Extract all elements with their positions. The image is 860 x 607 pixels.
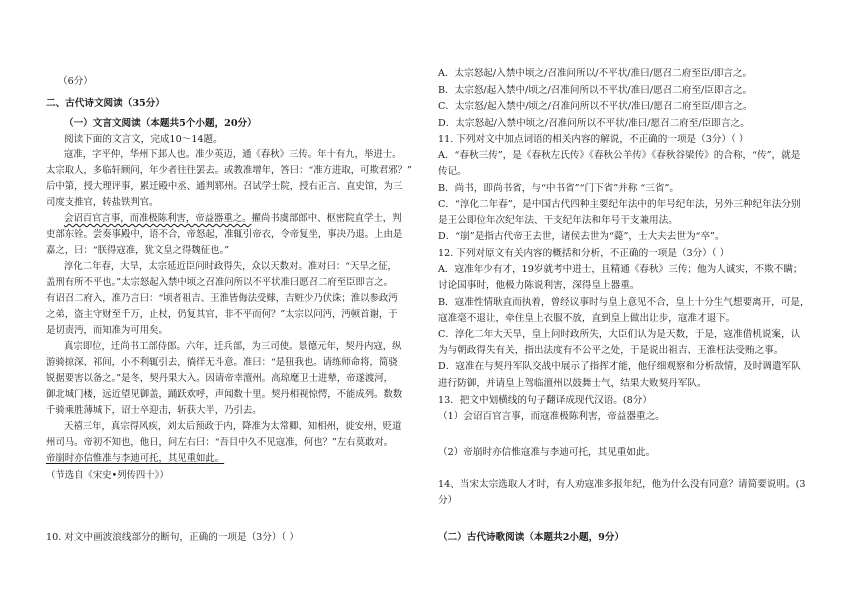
question-11: 11. 下列对文中加点词语的相关内容的解说，不正确的一项是（3分）（ ） [438,134,749,145]
section-heading: 二、古代诗文阅读（35分） [46,98,165,109]
subsection-heading-poetry: （二）古代诗歌阅读（本题共2小题，9分） [438,532,625,543]
score-line: （6分） [58,76,93,87]
q12-option-d-cont: 进行防御，并请皇上驾临澶州以鼓舞士气，结果大败契丹军队。 [438,378,707,389]
q12-option-b: B．寇准性情耿直而执着，曾经议事时与皇上意见不合，皇上十分生气想要离开，可是， [438,297,810,308]
question-10: 10. 对文中画波浪线部分的断句，正确的一项是（3分）（ ） [46,532,299,543]
question-13: 13．把文中划横线的句子翻译成现代汉语。(8分） [438,395,652,406]
question-14: 14、当宋太宗选取人才时，有人劝寇准多报年纪，他为什么没有同意？请简要说明。(3 [438,479,806,490]
passage-line: 盖刑有所不平也。”太宗怒起入禁中顷之召准问所以不平状准曰愿召二府至臣即言之。 [46,277,393,288]
passage-line: 州司马。帝初不知也，他日，问左右曰：“吾目中久不见寇准，何也？”左右莫敢对。 [46,437,394,448]
passage-line [64,213,402,225]
q11-option-c-cont: 是王公即位年次纪年法、干支纪年法和年号干支兼用法。 [438,215,678,226]
source-citation: （节选自《宋史•列传四十》） [46,470,169,481]
q12-option-a-cont: 讨论国事时，他极力陈说利害，深得皇上器重。 [438,280,640,291]
passage-line: 是切责沔，而知准为可用矣。 [46,325,168,336]
question-12: 12. 下列对原文有关内容的概括和分析，不正确的一项是（3分）（ ） [438,248,730,259]
subsection-heading: （一）文言文阅读（本题共5个小题，20分） [64,118,257,129]
passage-line: 御北城门楼，远近望见御盖，踊跃欢呼，声闻数十里。契丹相视惊愕，不能成列。数数 [46,389,403,400]
q11-option-a: A．“春秋三传”，是《春秋左氏传》《春秋公羊传》《春秋谷梁传》的合称，“传”，就是 [438,150,801,161]
passage-line: 寇准，字平仲，华州下邽人也。准少英迈，通《春秋》三传。年十有九，举进士。 [64,149,402,160]
q12-option-b-cont: 寇准毫不退让，牵住皇上衣服不放，直到皇上做出让步，寇准才退下。 [438,313,736,324]
q11-option-d: D．“崩”是指古代帝王去世，诸侯去世为“薨”，士大夫去世为“卒”。 [438,231,725,242]
q12-option-d: D．寇准在与契丹军队交战中展示了指挥才能，他仔细观察和分析敌情，及时调遣军队 [438,361,801,372]
passage-line: 司度支推官，转盐铁判官。 [46,197,159,208]
question-14-cont: 分） [438,495,458,506]
q11-option-b: B．尚书，即尚书省，与“中书省”“门下省”并称 “三省”。 [438,183,679,194]
passage-line: 有诏召二府入，准乃言曰：“顷者祖吉、王淮皆侮法受赇，吉赃少乃伏诛；淮以参政沔 [46,293,398,304]
underlined-sentence: 帝崩时亦信惟准与李迪可托，其见重如此。 [46,453,225,464]
option-b: B．太宗怒/起入禁中/顷之/召准问所以不平状/准曰/愿召二府至/臣即言之。 [438,85,753,96]
passage-line: 吏部东铨。尝奏事殿中，语不合，帝怒起，准辄引帝衣，令帝复坐，事决乃退。上由是 [46,229,403,240]
option-d: D．太宗怒起/入禁中顷之/召准问所以不平状/准曰/愿召二府至/臣即言之。 [438,118,750,129]
passage-line: 后中第，授大理评事，累迁殿中丞、通判郓州。召试学士院，授右正言、直史馆，为三 [46,181,403,192]
q12-option-a: A．寇准年少有才，19岁就考中进士，且精通《春秋》三传；他为人诚实，不欺不瞒； [438,264,803,275]
passage-line: 锐据要害以备之。”是冬，契丹果大入。因请帝幸澶州。高琼麾卫士进辇，帝遂渡河， [46,373,393,384]
passage-line: 淳化二年春，大旱，太宗延近臣问时政得失，众以天数对。准对曰：“天旱之征， [64,261,397,272]
q13-part-2: （2）帝崩时亦信惟寇准与李迪可托，其见重如此。 [438,447,656,458]
option-c: C．太宗怒/起入禁中/顷之/召准问所以不平状/准曰/愿召二府至臣/即言之。 [438,101,753,112]
passage-line: 天禧三年，真宗得风疾，刘太后预政于内，降准为太常卿、知相州，徙安州，贬道 [64,421,402,432]
q11-option-c: C．“淳化二年春”，是中国古代四种主要纪年法中的年号纪年法，另外三种纪年法分别 [438,199,801,210]
q11-option-a-cont: 传记。 [438,166,467,177]
instruction: 阅读下面的文言文，完成10～14题。 [64,134,223,145]
passage-line: 嘉之，曰：“朕得寇准，犹文皇之得魏征也。” [46,245,230,256]
passage-line: 游骑掠深、祁间，小不利辄引去，徜徉无斗意。准曰：“是狃我也。请练师命将，简骁 [46,357,398,368]
passage-line: 之弟，盗主守财至千万，止杖，仍复其官，非不平而何？”太宗以问沔，沔顿首谢，于 [46,309,398,320]
option-a: A．太宗怒起/入禁中顷之/召准问所以/不平状/准曰/愿召二府至臣/即言之。 [438,68,753,79]
q12-option-c-cont: 为与朝政得失有关，指出法度有不公平之处，于是说出祖吉、王淮枉法受贿之事。 [438,345,784,356]
passage-line: 真宗即位，迁尚书工部侍郎。六年，迁兵部，为三司使。景德元年，契丹内寇，纵 [64,341,402,352]
q12-option-c: C．淳化二年大天旱，皇上问时政所失，大臣们认为是天数，于是，寇准借机说案，认 [438,329,801,340]
q13-part-1: （1）会诏百官言事，而寇准极陈利害，帝益器重之。 [438,411,665,422]
passage-text: 擢尚书虞部郎中、枢密院直学士，判 [251,213,402,224]
passage-line: 千骑乘胜薄城下，诏士卒迎击，斩获大半，乃引去。 [46,405,262,416]
wavy-underlined-sentence: 会诏百官言事，而准极陈利害，帝益器重之。 [64,213,252,224]
passage-line: 太宗取人，多临轩顾问，年少者往往罢去。或教准增年，答曰：“准方进取，可欺君邪？” [46,165,412,176]
